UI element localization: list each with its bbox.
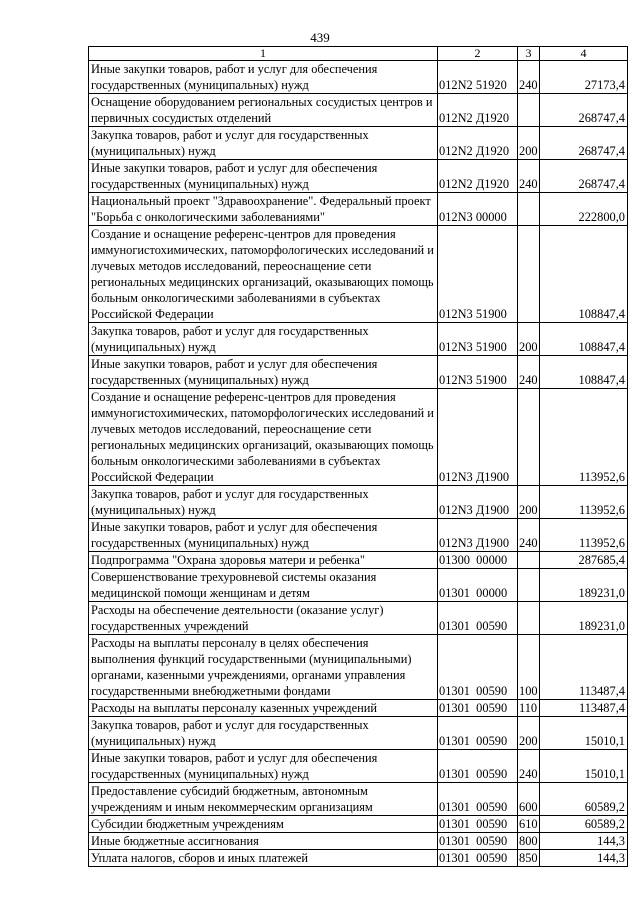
row-code: 01301 00000	[438, 569, 518, 602]
row-expense-type: 240	[518, 356, 540, 389]
header-col-name: 1	[89, 47, 438, 61]
row-expense-type: 200	[518, 127, 540, 160]
row-expense-type: 110	[518, 700, 540, 717]
row-amount: 60589,2	[540, 783, 628, 816]
row-amount: 113487,4	[540, 635, 628, 700]
row-expense-type: 240	[518, 160, 540, 193]
row-expense-type: 240	[518, 750, 540, 783]
row-expense-type: 200	[518, 323, 540, 356]
row-expense-type: 800	[519, 834, 538, 848]
table-row	[89, 193, 628, 226]
row-code: 01301 00590	[438, 833, 518, 850]
row-expense-type: 240	[518, 519, 540, 552]
table-row	[89, 717, 628, 750]
row-name: Закупка товаров, работ и услуг для государственных (муниципальных) нужд	[89, 486, 438, 519]
row-code: 01301 00590	[438, 783, 518, 816]
row-expense-type	[518, 552, 540, 569]
row-amount: 189231,0	[540, 602, 628, 635]
row-code: 01301 00590	[438, 602, 518, 635]
header-col-type: 3	[518, 47, 540, 61]
table-row	[89, 816, 628, 833]
row-expense-type	[518, 226, 540, 323]
row-name: Уплата налогов, сборов и иных платежей	[89, 850, 438, 867]
table-row	[89, 356, 628, 389]
row-code: 012N3 51900	[438, 226, 518, 323]
row-expense-type	[518, 389, 540, 486]
budget-table-body	[89, 47, 628, 867]
row-name: Создание и оснащение референс-центров для проведения иммуногистохимических, патоморфологических исследований и лучевых методов исследований, переоснащение сети региональных медицинских организаций, оказывающих помощь больным онкологическими заболеваниями в субъектах Российской Федерации	[89, 389, 438, 486]
table-row	[89, 160, 628, 193]
row-amount: 15010,1	[540, 750, 628, 783]
table-row	[89, 750, 628, 783]
row-amount: 268747,4	[540, 160, 628, 193]
row-name: Иные закупки товаров, работ и услуг для обеспечения государственных (муниципальных) нужд	[89, 519, 438, 552]
row-amount: 108847,4	[540, 226, 628, 323]
row-code: 01301 00590	[438, 635, 518, 700]
table-row	[89, 552, 628, 569]
row-code: 012N3 51900	[438, 323, 518, 356]
row-expense-type: 240	[518, 61, 540, 94]
row-code: 012N2 51920	[438, 61, 518, 94]
row-code: 012N2 Д1920	[438, 127, 518, 160]
table-row	[89, 226, 628, 323]
table-row	[89, 850, 628, 867]
page-number: 439	[310, 30, 330, 45]
table-row	[89, 94, 628, 127]
row-expense-type: 850	[519, 851, 538, 865]
row-expense-type: 610	[519, 817, 538, 831]
row-amount: 113952,6	[540, 389, 628, 486]
row-amount: 144,3	[540, 850, 628, 867]
row-amount: 222800,0	[540, 193, 628, 226]
budget-table	[88, 46, 628, 867]
row-code: 012N3 Д1900	[438, 486, 518, 519]
row-code: 01301 00590	[438, 816, 518, 833]
row-code: 01300 00000	[438, 552, 518, 569]
row-code: 01301 00590	[438, 750, 518, 783]
row-amount: 268747,4	[540, 94, 628, 127]
table-row	[89, 127, 628, 160]
row-name: Расходы на выплаты персоналу в целях обеспечения выполнения функций государственными (муниципальными) органами, казенными учреждениями, органами управления государственными внебюджетными фондами	[89, 635, 438, 700]
row-expense-type: 200	[518, 717, 540, 750]
row-expense-type: 100	[518, 635, 540, 700]
row-code: 012N3 Д1900	[438, 389, 518, 486]
row-amount: 27173,4	[540, 61, 628, 94]
row-code: 012N3 00000	[438, 193, 518, 226]
row-name: Национальный проект "Здравоохранение". Федеральный проект "Борьба с онкологическими заболеваниями"	[89, 193, 438, 226]
row-amount: 15010,1	[540, 717, 628, 750]
table-row	[89, 602, 628, 635]
row-code: 012N3 Д1900	[438, 519, 518, 552]
row-name: Иные закупки товаров, работ и услуг для обеспечения государственных (муниципальных) нужд	[89, 160, 438, 193]
row-name: Предоставление субсидий бюджетным, автономным учреждениям и иным некоммерческим организациям	[89, 783, 438, 816]
row-amount: 108847,4	[540, 356, 628, 389]
row-name: Иные закупки товаров, работ и услуг для обеспечения государственных (муниципальных) нужд	[89, 61, 438, 94]
row-name: Оснащение оборудованием региональных сосудистых центров и первичных сосудистых отделений	[89, 94, 438, 127]
table-row	[89, 389, 628, 486]
row-name: Иные закупки товаров, работ и услуг для обеспечения государственных (муниципальных) нужд	[89, 356, 438, 389]
row-code: 01301 00590	[438, 700, 518, 717]
row-expense-type: 200	[518, 486, 540, 519]
row-expense-type	[518, 94, 540, 127]
header-row	[89, 47, 628, 61]
row-amount: 108847,4	[540, 323, 628, 356]
row-name: Закупка товаров, работ и услуг для государственных (муниципальных) нужд	[89, 127, 438, 160]
row-code: 012N3 51900	[438, 356, 518, 389]
header-col-code: 2	[438, 47, 518, 61]
header-col-amount: 4	[540, 47, 628, 61]
row-name: Расходы на выплаты персоналу казенных учреждений	[89, 700, 438, 717]
table-row	[89, 61, 628, 94]
table-row	[89, 323, 628, 356]
row-expense-type	[518, 569, 540, 602]
row-expense-type: 600	[518, 783, 540, 816]
table-row	[89, 700, 628, 717]
row-amount: 287685,4	[540, 552, 628, 569]
row-amount: 113952,6	[540, 486, 628, 519]
row-amount: 189231,0	[540, 569, 628, 602]
row-expense-type	[518, 602, 540, 635]
row-name: Иные закупки товаров, работ и услуг для обеспечения государственных (муниципальных) нужд	[89, 750, 438, 783]
row-code: 01301 00590	[438, 850, 518, 867]
table-row	[89, 635, 628, 700]
row-amount: 113487,4	[540, 700, 628, 717]
row-name: Создание и оснащение референс-центров для проведения иммуногистохимических, патоморфологических исследований и лучевых методов исследований, переоснащение сети региональных медицинских организаций, оказывающих помощь больным онкологическими заболеваниями в субъектах Российской Федерации	[89, 226, 438, 323]
row-amount: 268747,4	[540, 127, 628, 160]
table-row	[89, 519, 628, 552]
row-name: Субсидии бюджетным учреждениям	[89, 816, 438, 833]
table-row	[89, 833, 628, 850]
table-row	[89, 486, 628, 519]
row-name: Закупка товаров, работ и услуг для государственных (муниципальных) нужд	[89, 323, 438, 356]
row-name: Расходы на обеспечение деятельности (оказание услуг) государственных учреждений	[89, 602, 438, 635]
row-expense-type	[518, 193, 540, 226]
row-amount: 113952,6	[540, 519, 628, 552]
row-name: Закупка товаров, работ и услуг для государственных (муниципальных) нужд	[89, 717, 438, 750]
table-row	[89, 569, 628, 602]
row-amount: 144,3	[540, 833, 628, 850]
row-name: Подпрограмма "Охрана здоровья матери и ребенка"	[89, 552, 438, 569]
row-code: 012N2 Д1920	[438, 160, 518, 193]
table-row	[89, 783, 628, 816]
row-name: Иные бюджетные ассигнования	[89, 833, 438, 850]
row-code: 012N2 Д1920	[438, 94, 518, 127]
row-name: Совершенствование трехуровневой системы оказания медицинской помощи женщинам и детям	[89, 569, 438, 602]
row-code: 01301 00590	[438, 717, 518, 750]
row-amount: 60589,2	[540, 816, 628, 833]
